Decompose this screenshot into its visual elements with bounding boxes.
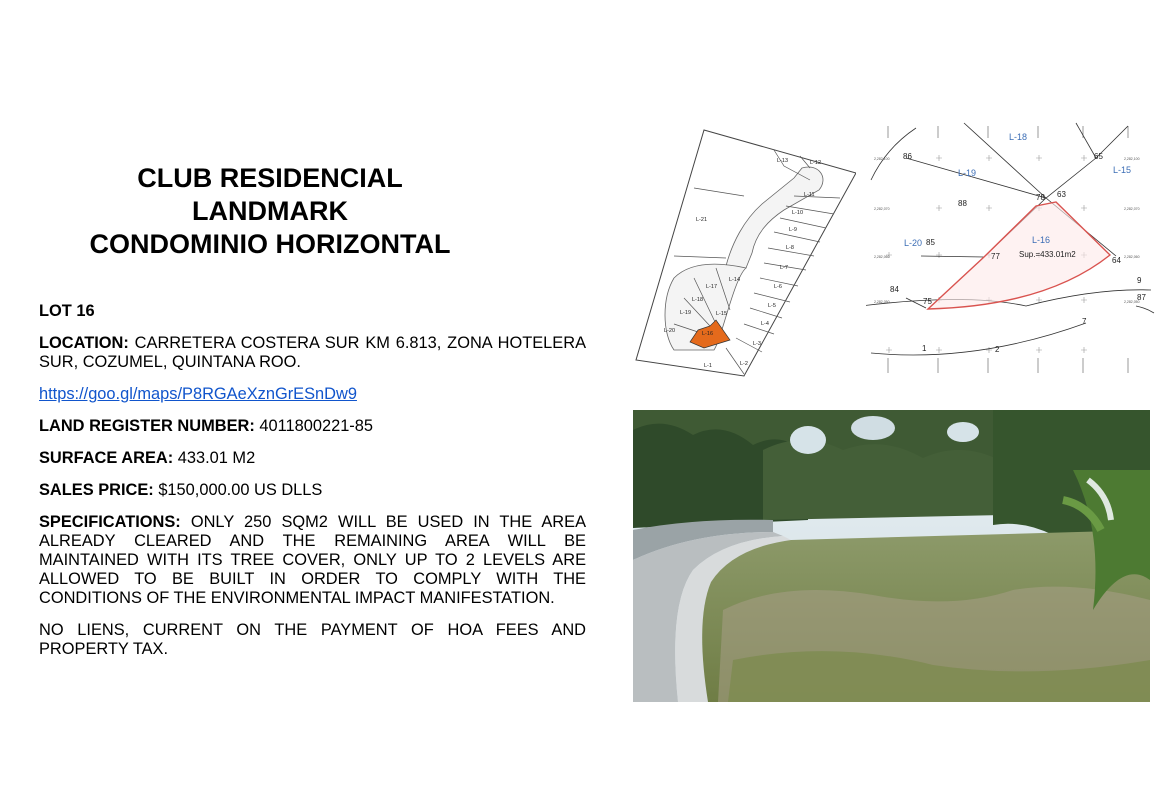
sales-price-paragraph <box>39 481 586 500</box>
lot-details <box>39 302 586 672</box>
svg-text:Sup.=433.01m2: Sup.=433.01m2 <box>1019 250 1076 259</box>
svg-text:L-14: L-14 <box>729 277 741 283</box>
location-value: CARRETERA COSTERA SUR KM 6.813, ZONA HOTELERA SUR, COZUMEL, QUINTANA ROO. <box>39 334 586 371</box>
svg-text:65: 65 <box>1094 152 1103 161</box>
svg-text:L-20: L-20 <box>664 328 676 334</box>
title-line-1: CLUB RESIDENCIAL <box>137 163 403 193</box>
svg-text:L-19: L-19 <box>958 168 977 178</box>
svg-text:L-6: L-6 <box>774 284 782 290</box>
svg-text:2,282,050: 2,282,050 <box>1124 300 1140 304</box>
specifications-value: ONLY 250 SQM2 WILL BE USED IN THE AREA ALREADY CLEARED AND THE REMAINING AREA WILL BE MAINTAINED WITH ITS TREE COVER, ONLY UP TO 2 LEVELS ARE ALLOWED TO BE BUILT IN ORDER TO COMPLY WITH THE CONDITIONS OF THE ENVIRONMENTAL IMPACT MANIFESTATION. <box>39 513 586 607</box>
svg-text:2,282,100: 2,282,100 <box>874 157 890 161</box>
liens-paragraph: NO LIENS, CURRENT ON THE PAYMENT OF HOA FEES AND PROPERTY TAX. <box>39 621 586 658</box>
svg-text:L-3: L-3 <box>753 341 761 347</box>
map-link[interactable]: https://goo.gl/maps/P8RGAeXznGrESnDw9 <box>39 385 357 403</box>
svg-text:2,282,070: 2,282,070 <box>874 207 890 211</box>
svg-text:85: 85 <box>926 238 935 247</box>
svg-text:2,282,100: 2,282,100 <box>1124 157 1140 161</box>
site-plan-image <box>634 128 856 378</box>
sales-price-value: $150,000.00 US DLLS <box>153 481 323 499</box>
svg-text:64: 64 <box>1112 256 1121 265</box>
svg-text:63: 63 <box>1057 190 1066 199</box>
lot-photo <box>633 410 1150 702</box>
survey-plan-image <box>866 118 1156 380</box>
svg-text:L-18: L-18 <box>1009 132 1028 142</box>
location-paragraph <box>39 334 586 372</box>
surface-area-value: 433.01 M2 <box>173 449 256 467</box>
svg-text:2: 2 <box>995 345 1000 354</box>
map-link-paragraph <box>39 385 586 404</box>
specifications-label: SPECIFICATIONS: <box>39 513 181 531</box>
svg-text:L-7: L-7 <box>780 265 788 271</box>
svg-text:7: 7 <box>1082 317 1087 326</box>
land-register-value: 4011800221-85 <box>254 417 373 435</box>
svg-text:1: 1 <box>922 344 927 353</box>
surface-area-paragraph <box>39 449 586 468</box>
svg-text:86: 86 <box>903 152 912 161</box>
svg-text:L-16: L-16 <box>702 331 714 337</box>
svg-text:75: 75 <box>923 297 932 306</box>
specifications-paragraph <box>39 513 586 608</box>
svg-text:2,282,060: 2,282,060 <box>874 255 890 259</box>
svg-text:87: 87 <box>1137 293 1146 302</box>
svg-text:L-18: L-18 <box>692 297 704 303</box>
svg-text:L-15: L-15 <box>716 311 728 317</box>
svg-text:L-4: L-4 <box>761 321 769 327</box>
svg-text:84: 84 <box>890 285 899 294</box>
svg-text:88: 88 <box>958 199 967 208</box>
svg-text:L-10: L-10 <box>792 210 804 216</box>
svg-text:L-13: L-13 <box>777 158 789 164</box>
svg-text:9: 9 <box>1137 276 1142 285</box>
svg-text:2,282,070: 2,282,070 <box>1124 207 1140 211</box>
svg-text:L-9: L-9 <box>789 227 797 233</box>
svg-text:L-11: L-11 <box>804 192 815 198</box>
svg-text:L-1: L-1 <box>704 363 712 369</box>
svg-text:78: 78 <box>1036 193 1045 202</box>
sales-price-label: SALES PRICE: <box>39 481 154 499</box>
svg-text:77: 77 <box>991 252 1000 261</box>
lot-number: LOT 16 <box>39 302 95 320</box>
title-line-2: LANDMARK <box>192 196 348 226</box>
document-title <box>40 162 500 261</box>
svg-text:L-15: L-15 <box>1113 165 1132 175</box>
svg-text:L-17: L-17 <box>706 284 718 290</box>
title-line-3: CONDOMINIO HORIZONTAL <box>89 229 451 259</box>
svg-text:L-16: L-16 <box>1032 235 1051 245</box>
svg-text:L-19: L-19 <box>680 310 692 316</box>
svg-text:L-21: L-21 <box>696 217 708 223</box>
svg-text:2,282,050: 2,282,050 <box>874 300 890 304</box>
svg-text:L-5: L-5 <box>768 303 776 309</box>
svg-text:L-8: L-8 <box>786 245 794 251</box>
svg-text:L-20: L-20 <box>904 238 923 248</box>
svg-text:2,282,060: 2,282,060 <box>1124 255 1140 259</box>
svg-text:L-2: L-2 <box>740 361 748 367</box>
land-register-label: LAND REGISTER NUMBER: <box>39 417 255 435</box>
surface-area-label: SURFACE AREA: <box>39 449 174 467</box>
location-label: LOCATION: <box>39 334 129 352</box>
land-register-paragraph <box>39 417 586 436</box>
svg-text:L-12: L-12 <box>810 160 822 166</box>
